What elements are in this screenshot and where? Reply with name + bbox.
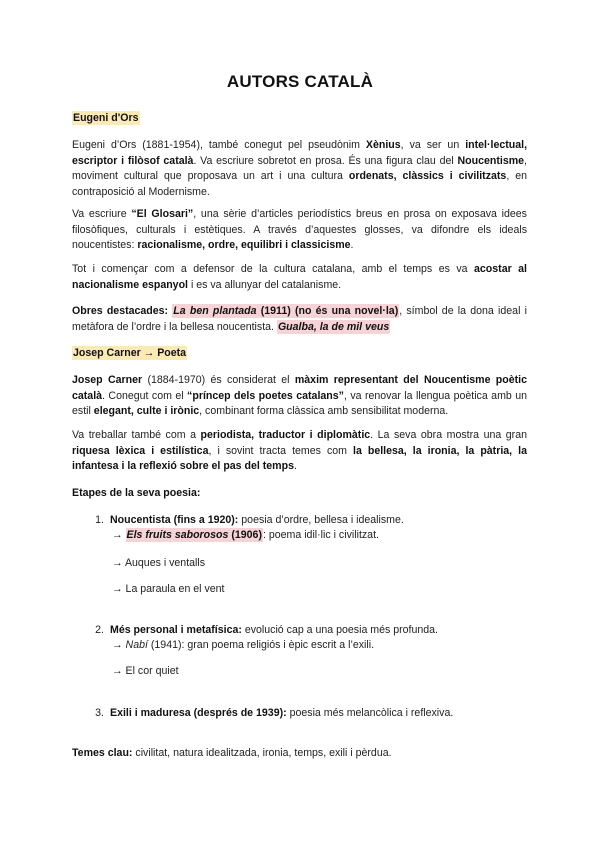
stage-2-sub-nabi: → Nabí (1941): gran poema religiós i èpic escrit a l’exili. <box>112 639 375 651</box>
paragraph-carner-obra: Va treballar també com a periodista, traductor i diplomàtic. La seva obra mostra una gran riquesa lèxica i estilística, i sovint tracta temes com la bellesa, la ironia, la pàtria, la infantesa i la reflexió sobre el pas del temps. <box>72 429 527 472</box>
paragraph-carner-intro: Josep Carner (1884-1970) és considerat el màxim representant del Noucentisme poètic català. Conegut com el “príncep dels poetes catalans”, va renovar la llengua poètica amb un estil elegant, culte i irònic, combinant forma clàssica amb sensibilitat moderna. <box>72 374 528 417</box>
page-title: AUTORS CATALÀ <box>226 72 374 91</box>
stage-1-sub-paraula: → La paraula en el vent <box>112 583 225 595</box>
paragraph-nacionalisme: Tot i començar com a defensor de la cultura catalana, amb el temps es va acostar al nacionalisme espanyol i es va allunyar del catalanisme. <box>72 263 528 291</box>
stage-1-sub-fruits: → Els fruits saborosos (1906): poema idil·lic i civilitzat. <box>112 529 379 541</box>
section-heading-carner: Josep Carner → Poeta <box>73 347 187 359</box>
paragraph-glosari: Va escriure “El Glosari”, una sèrie d’articles periodístics breus en prosa on exposava idees filosòfiques, culturals i estètiques. A través d’aquestes glosses, va difondre els ideals noucentistes: racionalisme, ordre, equilibri i classicisme. <box>72 208 527 251</box>
paragraph-eugeni-intro: Eugeni d’Ors (1881-1954), també conegut pel pseudònim Xènius, va ser un intel·lectual, escriptor i filòsof català. Va escriure sobretot en prosa. És una figura clau del Noucentisme, moviment cultural que proposava un art i una cultura ordenats, clàssics i civilitzats, en contraposició al Modernisme. <box>72 139 528 198</box>
document-page: AUTORS CATALÀ Eugeni d'Ors Eugeni d’Ors (1881-1954), també conegut pel pseudònim Xènius, va ser un intel·lectual, escriptor i filòsof català. Va escriure sobretot en prosa. És una figura clau del Noucentisme, moviment cultural que proposava un art i una cultura ordenats, clàssics i civilitzats, en contraposició al Modernisme. Va escriure “El Glosari”, una sèrie d’articles periodístics breus en prosa on exposava idees filosòfiques, culturals i estètiques. A través d’aquestes glosses, va difondre els ideals noucentistes: racionalisme, ordre, equilibri i classicisme. Tot i començar com a defensor de la cultura catalana, amb el temps es va acostar al nacionalisme espanyol i es va allunyar del catalanisme. Obres destacades: La ben plantada (1911) (no és una novel·la), símbol de la dona ideal i metàfora de l’ordre i la bellesa noucentista. Gualba, la de mil veus Josep Carner → Poeta Josep Carner (1884-1970) és considerat el màxim representant del Noucentisme poètic català. Conegut com el “príncep dels poetes catalans”, va renovar la llengua poètica amb un estil elegant, culte i irònic, combinant forma clàssica amb sensibilitat moderna. Va treballar també com a periodista, traductor i diplomàtic. La seva obra mostra una gran riquesa lèxica i estilística, i sovint tracta temes com la bellesa, la ironia, la pàtria, la infantesa i la reflexió sobre el pas del temps. Etapes de la seva poesia: 1. Noucentista (fins a 1920): poesia d’ordre, bellesa i idealisme. → Els fruits saborosos (1906): poema idil·lic i civilitzat. → Auques i ventalls → La paraula en el vent 2. Més personal i metafísica: evolució cap a una poesia més profunda. → Nabí (1941): gran poema religiós i èpic escrit a l’exili. → El cor quiet 3. Exili i maduresa (després de 1939): poesia més melancòlica i reflexiva. Temes clau: civilitat, natura idealitzada, ironia, temps, exili i pèrdua. <box>0 0 600 848</box>
themes-line: Temes clau: civilitat, natura idealitzada, ironia, temps, exili i pèrdua. <box>72 747 392 759</box>
paragraph-obres-destacades: Obres destacades: La ben plantada (1911) (no és una novel·la), símbol de la dona ideal i metàfora de l’ordre i la bellesa noucentista. Gualba, la de mil veus <box>72 305 527 333</box>
stage-2-sub-cor-quiet: → El cor quiet <box>112 665 179 677</box>
stages-heading: Etapes de la seva poesia: <box>72 487 201 499</box>
stage-1-sub-auques: → Auques i ventalls <box>112 557 206 569</box>
section-heading-eugeni: Eugeni d'Ors <box>73 112 139 124</box>
